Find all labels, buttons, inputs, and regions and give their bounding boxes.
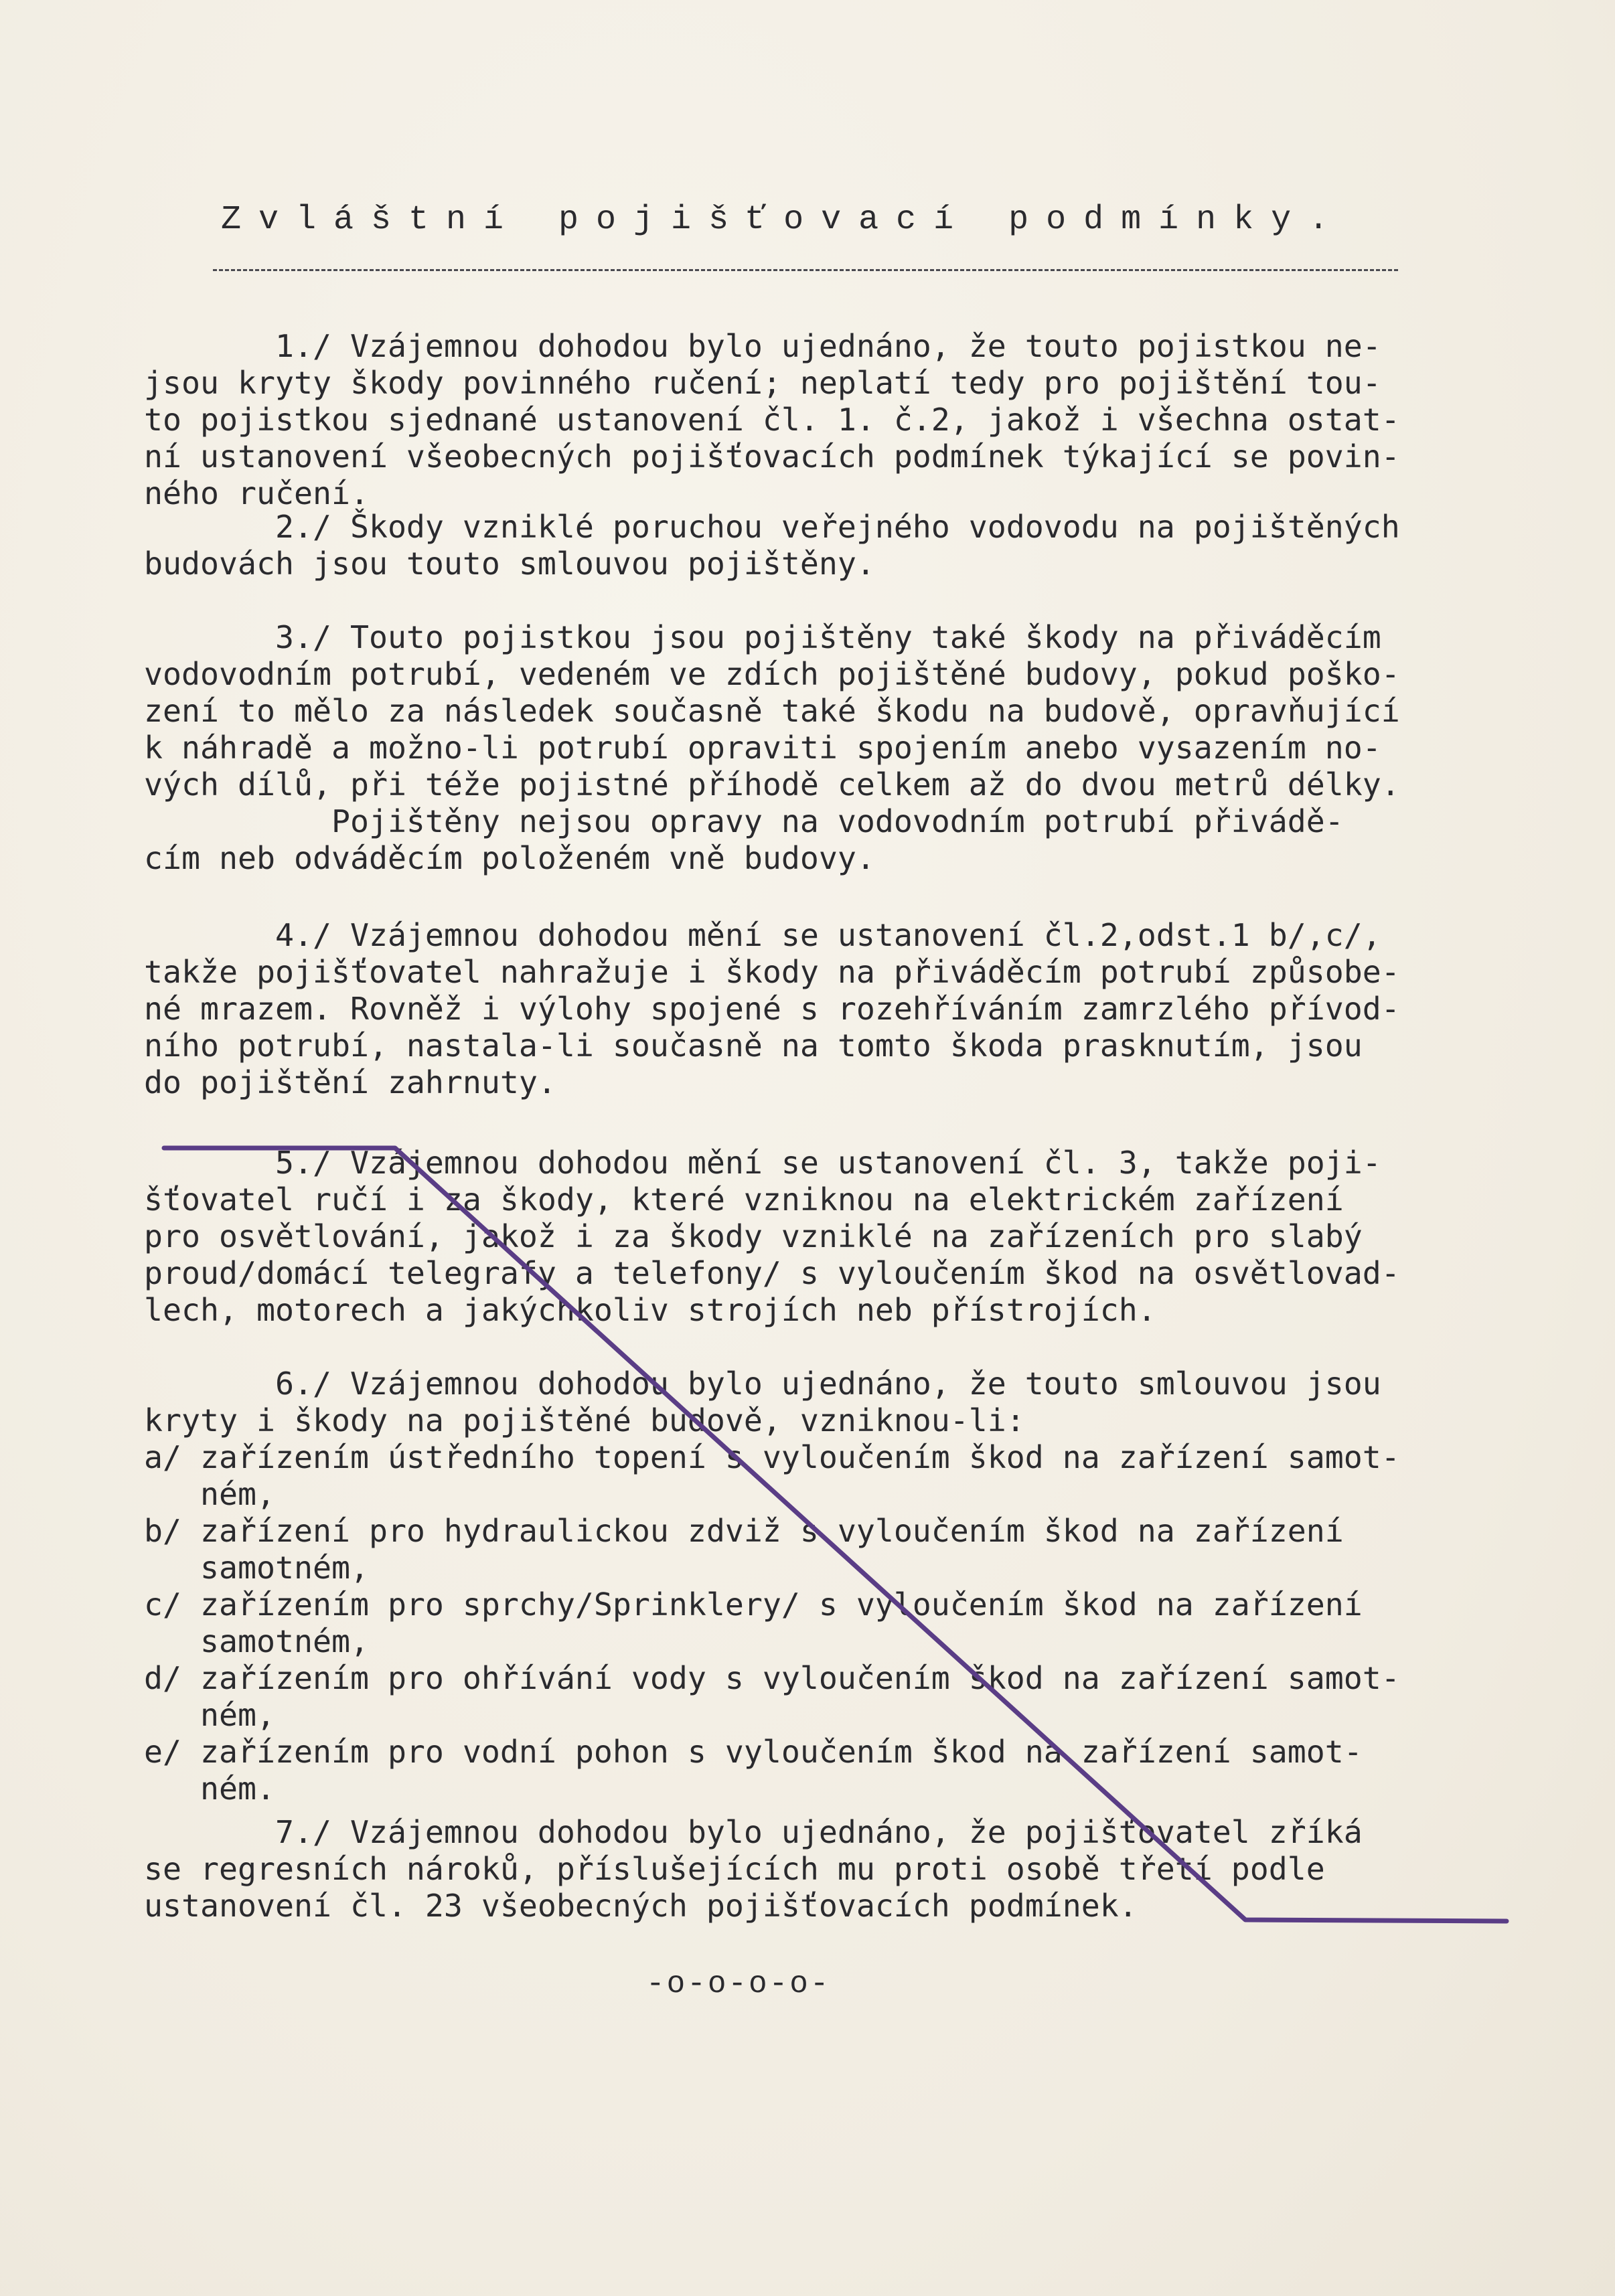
paragraph-6: 6./ Vzájemnou dohodou bylo ujednáno, že touto smlouvou jsou kryty i škody na pojištěné budově, vzniknou-li: a/ zařízením ústředního topení s vyloučením škod na zařízení samot- ném, b/ zařízení pro hydraulickou zdviž s vyloučením škod na zařízení samotném, c/ zařízením pro sprchy/Sprinklery/ s vyloučením škod na zařízení samotném, d/ zařízením pro ohřívání vody s vyloučením škod na zařízení samot- ném, e/ zařízením pro vodní pohon s vyloučením škod na zařízení samot- ném.: [144, 1366, 1400, 1807]
paragraph-2: 2./ Škody vzniklé poruchou veřejného vodovodu na pojištěných budovách jsou touto smlouvou pojištěny.: [144, 509, 1400, 582]
end-mark: -o-o-o-o-: [646, 1967, 831, 2001]
page-title: Zvláštní pojišťovací podmínky.: [221, 201, 1347, 239]
paragraph-4: 4./ Vzájemnou dohodou mění se ustanovení čl.2,odst.1 b/,c/, takže pojišťovatel nahražuje i škody na přiváděcím potrubí způsobe- né mrazem. Rovněž i výlohy spojené s rozehříváním zamrzlého přívod- ního potrubí, nastala-li současně na tomto škoda prasknutím, jsou do pojištění zahrnuty.: [144, 917, 1400, 1100]
title-underline: [213, 269, 1398, 271]
paragraph-7: 7./ Vzájemnou dohodou bylo ujednáno, že pojišťovatel zříká se regresních nároků, příslušejících mu proti osobě třetí podle ustanovení čl. 23 všeobecných pojišťovacích podmínek.: [144, 1814, 1363, 1924]
paragraph-1: 1./ Vzájemnou dohodou bylo ujednáno, že touto pojistkou ne- jsou kryty škody povinného ručení; neplatí tedy pro pojištění tou- to pojistkou sjednané ustanovení čl. 1. č.2, jakož i všechna ostat- ní ustanovení všeobecných pojišťovacích podmínek týkající se povin- ného ručení.: [144, 328, 1400, 511]
paragraph-5: 5./ Vzájemnou dohodou mění se ustanovení čl. 3, takže poji- šťovatel ručí i za škody, které vzniknou na elektrickém zařízení pro osvětlování, jakož i za škody vzniklé na zařízeních pro slabý proud/domácí telegrafy a telefony/ s vyloučením škod na osvětlovad- lech, motorech a jakýchkoliv strojích neb přístrojích.: [144, 1145, 1400, 1328]
paragraph-3: 3./ Touto pojistkou jsou pojištěny také škody na přiváděcím vodovodním potrubí, vedeném ve zdích pojištěné budovy, pokud poško- zení to mělo za následek současně také škodu na budově, opravňující k náhradě a možno-li potrubí opraviti spojením anebo vysazením no- vých dílů, při téže pojistné příhodě celkem až do dvou metrů délky. Pojištěny nejsou opravy na vodovodním potrubí přivádě- cím neb odváděcím položeném vně budovy.: [144, 619, 1400, 876]
